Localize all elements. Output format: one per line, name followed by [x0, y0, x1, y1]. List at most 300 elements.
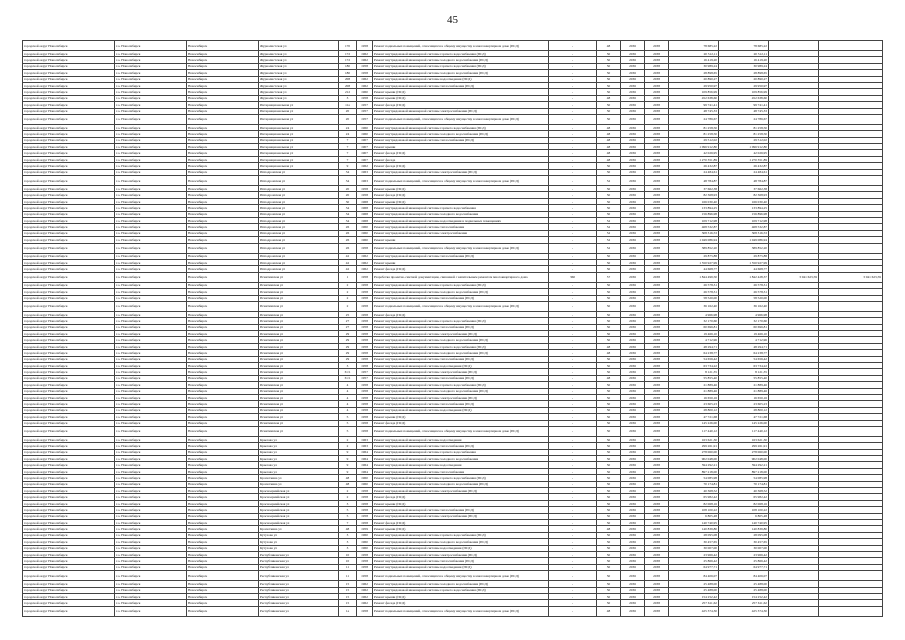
cell-work-type: Ремонт внутридомовой инженерной системы теплоснабжения (ПСД): [373, 443, 549, 449]
cell-municipality: г.о. Новосибирск: [115, 131, 187, 137]
cell-cost: 133 894,25: [669, 205, 719, 211]
cell-period-start: 2036: [621, 243, 645, 253]
cell-cost: 55 855,40: [669, 375, 719, 381]
cell-cost: 1 049 086,94: [669, 237, 719, 243]
cell-cost-total: 29 950,97: [719, 82, 769, 88]
cell-wear: 50: [597, 363, 621, 369]
cell-period-end: 2038: [645, 382, 669, 388]
cell-wear: 48: [597, 150, 621, 156]
cell-cost: 26 578,31: [669, 282, 719, 288]
cell-wear: 50: [597, 551, 621, 557]
cell-period-start: 2036: [621, 108, 645, 114]
cell-unit: -: [549, 311, 597, 317]
cell-district: городской округ Новосибирск: [23, 324, 115, 330]
cell-cost: 44 668,77: [669, 266, 719, 272]
cell-municipality: г.о. Новосибирск: [115, 272, 187, 282]
cell-period-end: 2038: [645, 137, 669, 143]
cell-year: 1958: [357, 63, 373, 69]
cell-period-end: 2038: [645, 350, 669, 356]
cell-wear: 50: [597, 539, 621, 545]
cell-street: Искитимская ул: [259, 343, 339, 349]
cell-work-type: Ремонт внутридомовой инженерной системы электроснабжения (ПСД): [373, 331, 549, 337]
cell-year: 1958: [357, 350, 373, 356]
cell-settlement: Новосибирск: [187, 539, 259, 545]
cell-work-type: Ремонт фасада (ПСД): [373, 311, 549, 317]
cell-period-start: 2036: [621, 169, 645, 175]
cell-wear: 50: [597, 443, 621, 449]
cell-period-end: 2038: [645, 289, 669, 295]
cell-municipality: г.о. Новосибирск: [115, 343, 187, 349]
cell-cost-total: 4 966,98: [719, 311, 769, 317]
cell-unit: -: [549, 532, 597, 538]
cell-settlement: Новосибирск: [187, 600, 259, 606]
cell-street: Журналистская ул: [259, 63, 339, 69]
cell-cost-extra-total: [819, 426, 883, 436]
cell-cost-extra-total: [819, 243, 883, 253]
cell-cost-total: 140 740,95: [719, 520, 769, 526]
cell-period-end: 2038: [645, 131, 669, 137]
cell-cost-total: 25 488,00: [719, 581, 769, 587]
cell-street: Интернациональная ул: [259, 114, 339, 124]
cell-period-start: 2036: [621, 259, 645, 265]
cell-unit: -: [549, 443, 597, 449]
cell-year: 1960: [357, 237, 373, 243]
cell-cost: 140 740,95: [669, 520, 719, 526]
cell-unit: -: [549, 420, 597, 426]
cell-settlement: Новосибирск: [187, 388, 259, 394]
cell-year: 1962: [357, 259, 373, 265]
cell-cost-total: 78 685,22: [719, 41, 769, 51]
cell-street: Журналистская ул: [259, 57, 339, 63]
cell-period-end: 2038: [645, 331, 669, 337]
cell-wear: 50: [597, 532, 621, 538]
cell-year: 1958: [357, 356, 373, 362]
cell-house: 11: [339, 564, 357, 570]
cell-period-end: 2038: [645, 414, 669, 420]
cell-settlement: Новосибирск: [187, 259, 259, 265]
cell-unit: -: [549, 600, 597, 606]
cell-wear: 52: [597, 237, 621, 243]
cell-period-start: 2036: [621, 343, 645, 349]
cell-cost-total: 44 668,77: [719, 266, 769, 272]
cell-street: Искитимская ул: [259, 331, 339, 337]
cell-street: Ипподромская ул: [259, 217, 339, 223]
cell-house: 2: [339, 301, 357, 311]
cell-unit: -: [549, 606, 597, 616]
cell-cost: 108 100,22: [669, 507, 719, 513]
cell-house: 15: [339, 593, 357, 599]
cell-house: 10: [339, 558, 357, 564]
cell-street: Республиканская ул: [259, 593, 339, 599]
cell-district: городской округ Новосибирск: [23, 414, 115, 420]
cell-year: 1958: [357, 420, 373, 426]
cell-period-start: 2036: [621, 564, 645, 570]
cell-municipality: г.о. Новосибирск: [115, 539, 187, 545]
cell-cost: 156 896,98: [669, 211, 719, 217]
cell-period-start: 2036: [621, 488, 645, 494]
cell-unit: -: [549, 156, 597, 162]
cell-work-type: Ремонт фасада (ПСД): [373, 520, 549, 526]
cell-year: 1962: [357, 57, 373, 63]
cell-street: Ипподромская ул: [259, 211, 339, 217]
cell-cost-total: 154 252,42: [719, 593, 769, 599]
cell-unit: -: [549, 388, 597, 394]
cell-unit: -: [549, 198, 597, 204]
cell-wear: 50: [597, 456, 621, 462]
cell-work-type: Ремонт внутридомовой инженерной системы водоотведения: [373, 436, 549, 442]
cell-work-type: Ремонт внутридомовой инженерной системы холодного водоснабжения (ПСД): [373, 350, 549, 356]
cell-year: 1962: [357, 581, 373, 587]
cell-period-start: 2036: [621, 198, 645, 204]
cell-district: городской округ Новосибирск: [23, 224, 115, 230]
cell-house: 4: [339, 401, 357, 407]
cell-house: 9: [339, 462, 357, 468]
cell-district: городской округ Новосибирск: [23, 520, 115, 526]
cell-street: Интернациональная ул: [259, 102, 339, 108]
cell-wear: 50: [597, 587, 621, 593]
cell-wear: 50: [597, 494, 621, 500]
cell-unit: -: [549, 426, 597, 436]
cell-house: 27: [339, 318, 357, 324]
cell-year: 1957: [357, 369, 373, 375]
cell-work-type: Ремонт крыши (ПСД): [373, 500, 549, 506]
cell-work-type: Ремонт внутридомовой инженерной системы водоотведения: [373, 462, 549, 468]
cell-work-type: Ремонт крыши (ПСД): [373, 89, 549, 95]
cell-period-start: 2036: [621, 468, 645, 474]
cell-period-start: 2036: [621, 394, 645, 400]
cell-period-end: 2038: [645, 41, 669, 51]
cell-work-type: Ремонт внутридомовой инженерной системы горячего водоснабжения (ПСД): [373, 124, 549, 130]
cell-period-start: 2036: [621, 420, 645, 426]
cell-municipality: г.о. Новосибирск: [115, 401, 187, 407]
cell-period-start: 2036: [621, 494, 645, 500]
cell-cost-total: 8 121,35: [719, 369, 769, 375]
cell-cost-extra-total: [819, 41, 883, 51]
cell-wear: 52: [597, 224, 621, 230]
cell-period-end: 2038: [645, 82, 669, 88]
cell-settlement: Новосибирск: [187, 82, 259, 88]
cell-municipality: г.о. Новосибирск: [115, 169, 187, 175]
cell-district: городской округ Новосибирск: [23, 150, 115, 156]
cell-cost-extra: 3 041 623,59: [769, 272, 819, 282]
cell-period-end: 2038: [645, 581, 669, 587]
cell-cost: 278 060,00: [669, 449, 719, 455]
cell-year: 1962: [357, 253, 373, 259]
cell-period-end: 2038: [645, 606, 669, 616]
cell-cost: 81 258,50: [669, 124, 719, 130]
cell-unit: -: [549, 558, 597, 564]
cell-settlement: Новосибирск: [187, 102, 259, 108]
cell-unit: -: [549, 481, 597, 487]
cell-cost-total: 82 068,16: [719, 500, 769, 506]
cell-district: городской округ Новосибирск: [23, 481, 115, 487]
cell-unit: -: [549, 324, 597, 330]
cell-district: городской округ Новосибирск: [23, 468, 115, 474]
cell-year: 1962: [357, 266, 373, 272]
cell-settlement: Новосибирск: [187, 41, 259, 51]
cell-district: городской округ Новосибирск: [23, 124, 115, 130]
cell-municipality: г.о. Новосибирск: [115, 108, 187, 114]
cell-house: 3: [339, 363, 357, 369]
cell-street: Искитимская ул: [259, 401, 339, 407]
cell-district: городской округ Новосибирск: [23, 57, 115, 63]
cell-work-type: Ремонт фасада (ПСД): [373, 494, 549, 500]
cell-district: городской округ Новосибирск: [23, 369, 115, 375]
cell-period-end: 2038: [645, 124, 669, 130]
cell-period-end: 2038: [645, 108, 669, 114]
cell-house: 15: [339, 600, 357, 606]
cell-settlement: Новосибирск: [187, 488, 259, 494]
cell-municipality: г.о. Новосибирск: [115, 571, 187, 581]
cell-work-type: Ремонт внутридомовой инженерной системы холодного водоснабжения (ПСД): [373, 388, 549, 394]
cell-year: 1958: [357, 95, 373, 101]
cell-municipality: г.о. Новосибирск: [115, 63, 187, 69]
cell-house: 2: [339, 289, 357, 295]
cell-cost-total: 30 007,00: [719, 545, 769, 551]
cell-street: Интернациональная ул: [259, 144, 339, 150]
cell-period-start: 2036: [621, 407, 645, 413]
cell-district: городской округ Новосибирск: [23, 114, 115, 124]
cell-wear: 50: [597, 70, 621, 76]
cell-unit: -: [549, 414, 597, 420]
cell-house: 7: [339, 150, 357, 156]
cell-unit: -: [549, 76, 597, 82]
cell-municipality: г.о. Новосибирск: [115, 211, 187, 217]
cell-district: городской округ Новосибирск: [23, 237, 115, 243]
cell-cost-total: 594 292,21: [719, 462, 769, 468]
cell-work-type: Ремонт внутридомовой инженерной системы холодного водоснабжения (ПСД): [373, 481, 549, 487]
cell-wear: 50: [597, 507, 621, 513]
cell-cost-extra: [769, 114, 819, 124]
cell-year: 1958: [357, 500, 373, 506]
cell-year: 1958: [357, 272, 373, 282]
cell-year: 1963: [357, 436, 373, 442]
cell-period-end: 2038: [645, 205, 669, 211]
cell-period-start: 2036: [621, 388, 645, 394]
cell-house: 208: [339, 76, 357, 82]
cell-district: городской округ Новосибирск: [23, 606, 115, 616]
cell-work-type: Ремонт внутридомовой инженерной системы горячего водоснабжения: [373, 205, 549, 211]
cell-municipality: г.о. Новосибирск: [115, 253, 187, 259]
cell-unit: -: [549, 217, 597, 223]
cell-work-type: Ремонт внутридомовой инженерной системы горячего водоснабжения (ПСД): [373, 382, 549, 388]
cell-cost: 425 374,30: [669, 606, 719, 616]
cell-house: 5: [339, 426, 357, 436]
cell-period-start: 2036: [621, 41, 645, 51]
cell-period-start: 2036: [621, 414, 645, 420]
cell-district: городской округ Новосибирск: [23, 82, 115, 88]
cell-district: городской округ Новосибирск: [23, 426, 115, 436]
cell-work-type: Ремонт внутридомовой инженерной системы теплоснабжения: [373, 224, 549, 230]
cell-house: 11: [339, 571, 357, 581]
cell-house: 26: [339, 237, 357, 243]
cell-period-end: 2038: [645, 475, 669, 481]
cell-unit: -: [549, 89, 597, 95]
cell-municipality: г.о. Новосибирск: [115, 150, 187, 156]
cell-street: Ипподромская ул: [259, 253, 339, 259]
cell-settlement: Новосибирск: [187, 456, 259, 462]
cell-period-start: 2036: [621, 192, 645, 198]
cell-wear: 50: [597, 259, 621, 265]
cell-district: городской округ Новосибирск: [23, 401, 115, 407]
cell-street: Кутузова ул: [259, 539, 339, 545]
table-row: [23, 41, 883, 51]
cell-district: городской округ Новосибирск: [23, 462, 115, 468]
cell-district: городской округ Новосибирск: [23, 394, 115, 400]
cell-period-start: 2036: [621, 513, 645, 519]
cell-district: городской округ Новосибирск: [23, 337, 115, 343]
cell-street: Республиканская ул: [259, 600, 339, 606]
cell-cost: 109 712,98: [669, 217, 719, 223]
cell-cost-total: 389 852,20: [719, 243, 769, 253]
cell-unit: -: [549, 394, 597, 400]
cell-cost: 8 121,35: [669, 369, 719, 375]
cell-settlement: Новосибирск: [187, 176, 259, 186]
cell-work-type: Ремонт подвальных помещений, относящихся к общему имуществу в многоквартирном доме (ПСД): [373, 41, 549, 51]
cell-work-type: Ремонт фасада (ПСД): [373, 420, 549, 426]
cell-district: городской округ Новосибирск: [23, 551, 115, 557]
cell-settlement: Новосибирск: [187, 337, 259, 343]
cell-period-end: 2038: [645, 318, 669, 324]
cell-municipality: г.о. Новосибирск: [115, 198, 187, 204]
cell-wear: 52: [597, 243, 621, 253]
cell-cost: 19 466,10: [669, 331, 719, 337]
cell-street: Искитимская ул: [259, 414, 339, 420]
cell-district: городской округ Новосибирск: [23, 488, 115, 494]
cell-settlement: Новосибирск: [187, 76, 259, 82]
cell-unit: -: [549, 137, 597, 143]
cell-municipality: г.о. Новосибирск: [115, 462, 187, 468]
cell-unit: -: [549, 131, 597, 137]
cell-period-start: 2036: [621, 443, 645, 449]
cell-district: городской округ Новосибирск: [23, 253, 115, 259]
cell-cost: 389 852,20: [669, 243, 719, 253]
cell-street: Республиканская ул: [259, 564, 339, 570]
cell-cost-extra: [769, 176, 819, 186]
cell-cost-total: 468 532,87: [719, 224, 769, 230]
cell-municipality: г.о. Новосибирск: [115, 443, 187, 449]
cell-period-end: 2038: [645, 169, 669, 175]
cell-municipality: г.о. Новосибирск: [115, 488, 187, 494]
cell-house: 27: [339, 324, 357, 330]
cell-municipality: г.о. Новосибирск: [115, 587, 187, 593]
cell-settlement: Новосибирск: [187, 363, 259, 369]
cell-house: 24: [339, 131, 357, 137]
cell-year: 1963: [357, 176, 373, 186]
cell-unit: -: [549, 468, 597, 474]
cell-unit: -: [549, 230, 597, 236]
cell-period-end: 2038: [645, 462, 669, 468]
cell-house: 48: [339, 526, 357, 532]
cell-street: Журналистская ул: [259, 51, 339, 57]
cell-period-end: 2038: [645, 443, 669, 449]
cell-period-end: 2038: [645, 63, 669, 69]
cell-house: 2: [339, 443, 357, 449]
cell-municipality: г.о. Новосибирск: [115, 217, 187, 223]
cell-settlement: Новосибирск: [187, 324, 259, 330]
cell-work-type: Ремонт внутридомовой инженерной системы теплоснабжения (ПСД): [373, 375, 549, 381]
cell-wear: 50: [597, 414, 621, 420]
cell-cost: 23 605,23: [669, 401, 719, 407]
cell-year: 1968: [357, 198, 373, 204]
cell-unit: -: [549, 581, 597, 587]
cell-wear: 50: [597, 581, 621, 587]
cell-period-end: 2038: [645, 494, 669, 500]
cell-year: 1957: [357, 102, 373, 108]
cell-cost: 28 898,65: [669, 70, 719, 76]
cell-street: Журналистская ул: [259, 89, 339, 95]
cell-municipality: г.о. Новосибирск: [115, 301, 187, 311]
cell-settlement: Новосибирск: [187, 532, 259, 538]
cell-district: городской округ Новосибирск: [23, 144, 115, 150]
cell-period-end: 2038: [645, 436, 669, 442]
cell-cost-total: 278 060,00: [719, 449, 769, 455]
cell-cost-total: 64 977,71: [719, 564, 769, 570]
cell-period-end: 2038: [645, 186, 669, 192]
cell-settlement: Новосибирск: [187, 205, 259, 211]
cell-cost: 594 292,21: [669, 462, 719, 468]
cell-settlement: Новосибирск: [187, 224, 259, 230]
cell-wear: 50: [597, 545, 621, 551]
cell-period-start: 2036: [621, 295, 645, 301]
cell-period-end: 2038: [645, 545, 669, 551]
cell-work-type: Ремонт внутридомовой инженерной системы электроснабжения: [373, 230, 549, 236]
cell-district: городской округ Новосибирск: [23, 186, 115, 192]
cell-work-type: Ремонт внутридомовой инженерной системы холодного водоснабжения (ПСД): [373, 581, 549, 587]
cell-period-start: 2036: [621, 558, 645, 564]
cell-cost: 30 989,24: [669, 63, 719, 69]
cell-year: 1960: [357, 475, 373, 481]
cell-period-start: 2036: [621, 131, 645, 137]
cell-work-type: Ремонт внутридомовой инженерной системы водоотведения (ПСД): [373, 363, 549, 369]
cell-cost: 82 368,93: [669, 192, 719, 198]
cell-year: 1968: [357, 205, 373, 211]
cell-district: городской округ Новосибирск: [23, 70, 115, 76]
cell-house: 3: [339, 532, 357, 538]
cell-work-type: Ремонт внутридомовой инженерной системы горячего водоснабжения (ПСД): [373, 318, 549, 324]
cell-cost-extra: [769, 41, 819, 51]
cell-cost: 21 889,46: [669, 382, 719, 388]
cell-house: 20: [339, 108, 357, 114]
cell-district: городской округ Новосибирск: [23, 318, 115, 324]
cell-cost-total: 166 030,40: [719, 198, 769, 204]
cell-street: Искитимская ул: [259, 295, 339, 301]
cell-period-end: 2038: [645, 388, 669, 394]
cell-district: городской округ Новосибирск: [23, 163, 115, 169]
cell-work-type: Ремонт внутридомовой инженерной системы водоотведения в подвальных помещениях: [373, 217, 549, 223]
cell-wear: 50: [597, 163, 621, 169]
cell-settlement: Новосибирск: [187, 520, 259, 526]
cell-wear: 50: [597, 481, 621, 487]
cell-period-end: 2038: [645, 600, 669, 606]
cell-unit: -: [549, 108, 597, 114]
cell-municipality: г.о. Новосибирск: [115, 507, 187, 513]
cell-cost: 24 786,67: [669, 114, 719, 124]
cell-cost-total: 40 368,52: [719, 488, 769, 494]
cell-work-type: Ремонт внутридомовой инженерной системы горячего водоснабжения (ПСД): [373, 587, 549, 593]
cell-period-start: 2036: [621, 551, 645, 557]
cell-cost-total: 25 488,00: [719, 587, 769, 593]
cell-house: 2: [339, 436, 357, 442]
cell-unit: -: [549, 266, 597, 272]
cell-work-type: Ремонт внутридомовой инженерной системы электроснабжения (ПСД): [373, 551, 549, 557]
cell-unit: -: [549, 343, 597, 349]
cell-cost: 28 095,08: [669, 532, 719, 538]
cell-district: городской округ Новосибирск: [23, 331, 115, 337]
cell-wear: 50: [597, 198, 621, 204]
cell-municipality: г.о. Новосибирск: [115, 481, 187, 487]
cell-municipality: г.о. Новосибирск: [115, 311, 187, 317]
